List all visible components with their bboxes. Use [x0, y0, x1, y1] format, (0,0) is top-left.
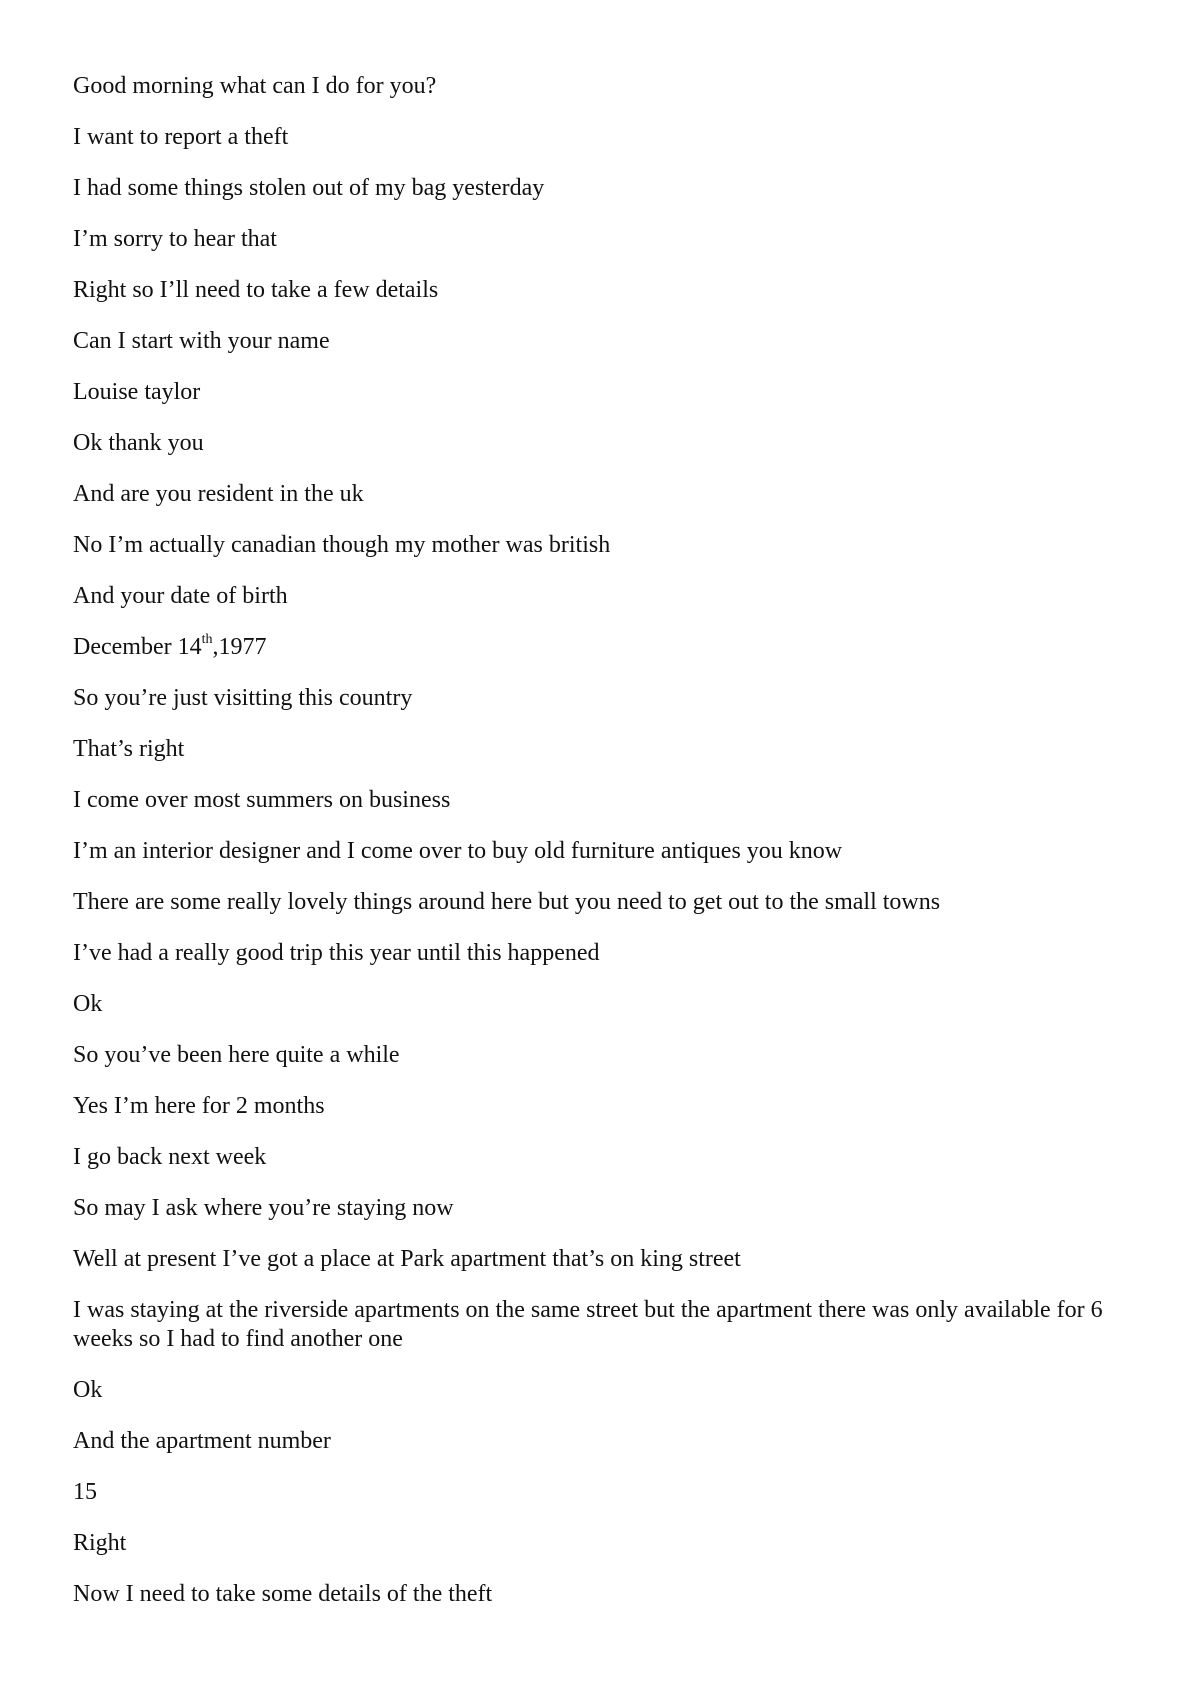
dialogue-line: I’ve had a really good trip this year until this happened [73, 940, 600, 966]
dialogue-line: That’s right [73, 736, 185, 762]
dialogue-line: Ok thank you [73, 430, 204, 456]
dialogue-line: I’m sorry to hear that [73, 226, 277, 252]
dialogue-line: And the apartment number [73, 1428, 331, 1454]
dialogue-line: So may I ask where you’re staying now [73, 1195, 454, 1221]
dialogue-line: Good morning what can I do for you? [73, 73, 437, 99]
dialogue-line: Louise taylor [73, 379, 201, 405]
dialogue-transcript [73, 72, 1133, 1631]
dialogue-line: So you’re just visitting this country [73, 685, 413, 711]
dialogue-line: No I’m actually canadian though my mother was british [73, 532, 611, 558]
date-year: ,1977 [212, 634, 267, 660]
dialogue-line: I go back next week [73, 1144, 267, 1170]
dialogue-line: 15 [73, 1479, 97, 1505]
dialogue-line: Right so I’ll need to take a few details [73, 277, 439, 303]
dialogue-line: Now I need to take some details of the theft [73, 1581, 493, 1607]
dialogue-line: Yes I’m here for 2 months [73, 1093, 325, 1119]
dialogue-line: I come over most summers on business [73, 787, 451, 813]
dialogue-line: And your date of birth [73, 583, 288, 609]
date-ordinal-suffix: th [201, 632, 213, 647]
dialogue-line: Can I start with your name [73, 328, 330, 354]
dialogue-line: There are some really lovely things around here but you need to get out to the small towns [73, 889, 941, 915]
dialogue-line: So you’ve been here quite a while [73, 1042, 400, 1068]
dialogue-line: I was staying at the riverside apartments on the same street but the apartment there was only available for 6 weeks so I had to find another one [73, 1297, 1109, 1352]
dialogue-line: Ok [73, 1377, 103, 1403]
dialogue-line: I want to report a theft [73, 124, 289, 150]
dialogue-line: Right [73, 1530, 127, 1556]
date-prefix: December 14 [73, 634, 202, 660]
dialogue-line: Well at present I’ve got a place at Park apartment that’s on king street [73, 1246, 741, 1272]
dialogue-line: And are you resident in the uk [73, 481, 364, 507]
dialogue-line: Ok [73, 991, 103, 1017]
date-of-birth-line [73, 633, 1133, 662]
dialogue-line: I had some things stolen out of my bag yesterday [73, 175, 545, 201]
dialogue-line: I’m an interior designer and I come over to buy old furniture antiques you know [73, 838, 843, 864]
